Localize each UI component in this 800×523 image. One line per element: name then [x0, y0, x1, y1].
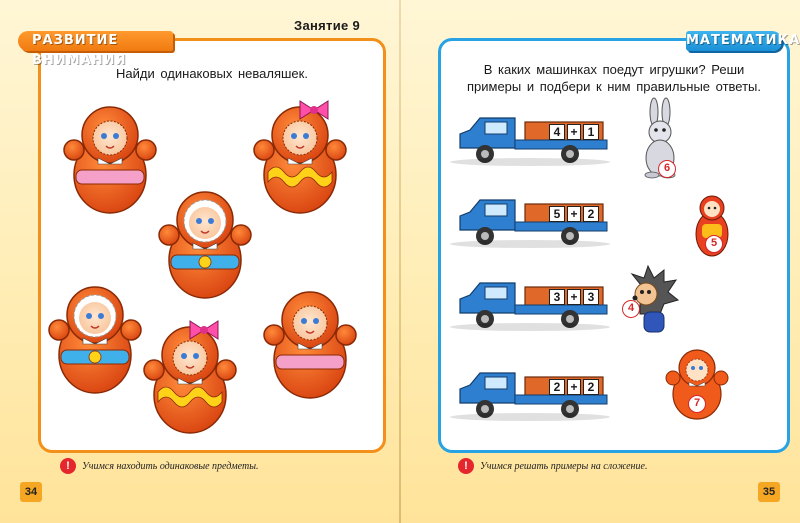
truck-3-b: 3 [583, 289, 599, 305]
truck-2-b: 2 [583, 206, 599, 222]
truck-4-b: 2 [583, 379, 599, 395]
hare-answer: 6 [658, 160, 676, 178]
exclamation-icon: ! [458, 458, 474, 474]
lesson-title: Занятие 9 [294, 18, 360, 33]
trucks-illustration [400, 0, 800, 460]
doll-1 [64, 107, 156, 213]
truck-3-a: 3 [549, 289, 565, 305]
doll-6 [264, 292, 356, 398]
truck-1-b: 1 [583, 124, 599, 140]
right-page [400, 0, 800, 523]
section-tab-attention: РАЗВИТИЕ ВНИМАНИЯ [18, 31, 173, 51]
dolls-illustration [0, 0, 400, 460]
truck-1-op: + [567, 124, 581, 140]
doll-5 [144, 321, 236, 433]
truck-4-a: 2 [549, 379, 565, 395]
doll-2 [254, 101, 346, 213]
right-footnote-text: Учимся решать примеры на сложение. [480, 460, 648, 472]
page-number-left: 34 [20, 482, 42, 502]
page-number-right: 35 [758, 482, 780, 502]
truck-1-a: 4 [549, 124, 565, 140]
truck-3-op: + [567, 289, 581, 305]
doll-4 [49, 287, 141, 393]
doll-3 [159, 192, 251, 298]
right-task-line1: В каких машинках поедут игрушки? Реши [483, 62, 745, 77]
exclamation-icon: ! [60, 458, 76, 474]
roly-poly-answer: 7 [688, 395, 706, 413]
left-task-text: Найди одинаковых неваляшек. [116, 66, 308, 81]
truck-2-op: + [567, 206, 581, 222]
left-footnote [60, 458, 258, 474]
left-footnote-text: Учимся находить одинаковые предметы. [82, 460, 259, 472]
hedgehog-answer: 4 [622, 300, 640, 318]
matryoshka-answer: 5 [705, 235, 723, 253]
right-task-line2: примеры и подбери к ним правильные ответы. [466, 79, 761, 94]
truck-4-op: + [567, 379, 581, 395]
truck-2-a: 5 [549, 206, 565, 222]
right-footnote [458, 458, 647, 474]
hedgehog-icon [632, 266, 678, 332]
section-tab-math: МАТЕМАТИКА [686, 31, 782, 51]
